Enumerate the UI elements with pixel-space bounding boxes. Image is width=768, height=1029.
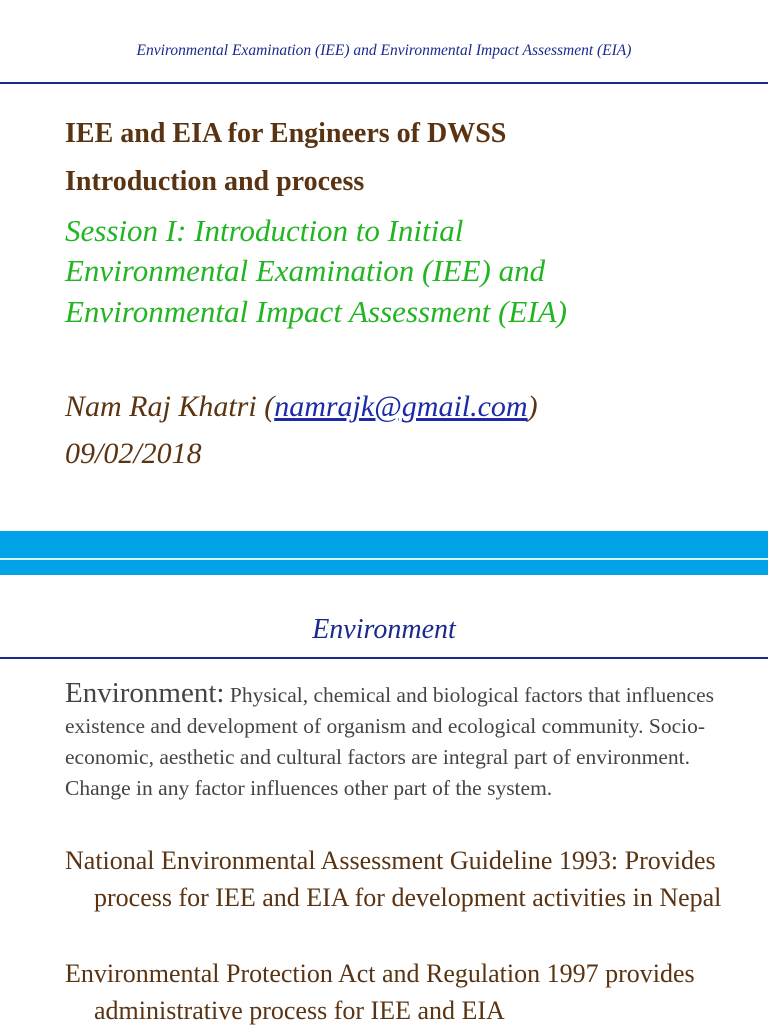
slide-title-line1: IEE and EIA for Engineers of DWSS (65, 118, 507, 149)
list-item-guideline: National Environmental Assessment Guideline 1993: Provides process for IEE and EIA for development activities in Nepal (65, 846, 722, 912)
slide-separator-band (0, 531, 768, 575)
slide-header: Environmental Examination (IEE) and Environmental Impact Assessment (EIA) (136, 42, 632, 59)
environment-definition (65, 678, 725, 804)
slide-separator-line (0, 558, 768, 560)
slide2-title-divider (0, 657, 768, 659)
presentation-date: 09/02/2018 (65, 437, 202, 470)
author-line (65, 390, 538, 424)
author-name: Nam Raj Khatri ( (65, 390, 275, 423)
list-item-act: Environmental Protection Act and Regulation 1997 provides administrative process for IEE and EIA (65, 959, 695, 1025)
slide-title-line2: Introduction and process (65, 166, 365, 197)
definition-term: Environment: (65, 677, 225, 709)
session-title-line2: Environmental Examination (IEE) and (65, 253, 546, 288)
author-close: ) (527, 390, 538, 423)
author-email-link[interactable]: namrajk@gmail.com (274, 390, 528, 423)
session-title-line3: Environmental Impact Assessment (EIA) (65, 294, 567, 329)
definition-text: Physical, chemical and biological factors that influences existence and development of organism and ecological community. Socio-economic, aesthetic and cultural factors are integral part of environment. Change in any factor influences other part of the system. (65, 683, 715, 800)
slide2-title: Environment (312, 614, 456, 645)
session-title-line1: Session I: Introduction to Initial (65, 213, 464, 248)
header-divider (0, 82, 768, 84)
